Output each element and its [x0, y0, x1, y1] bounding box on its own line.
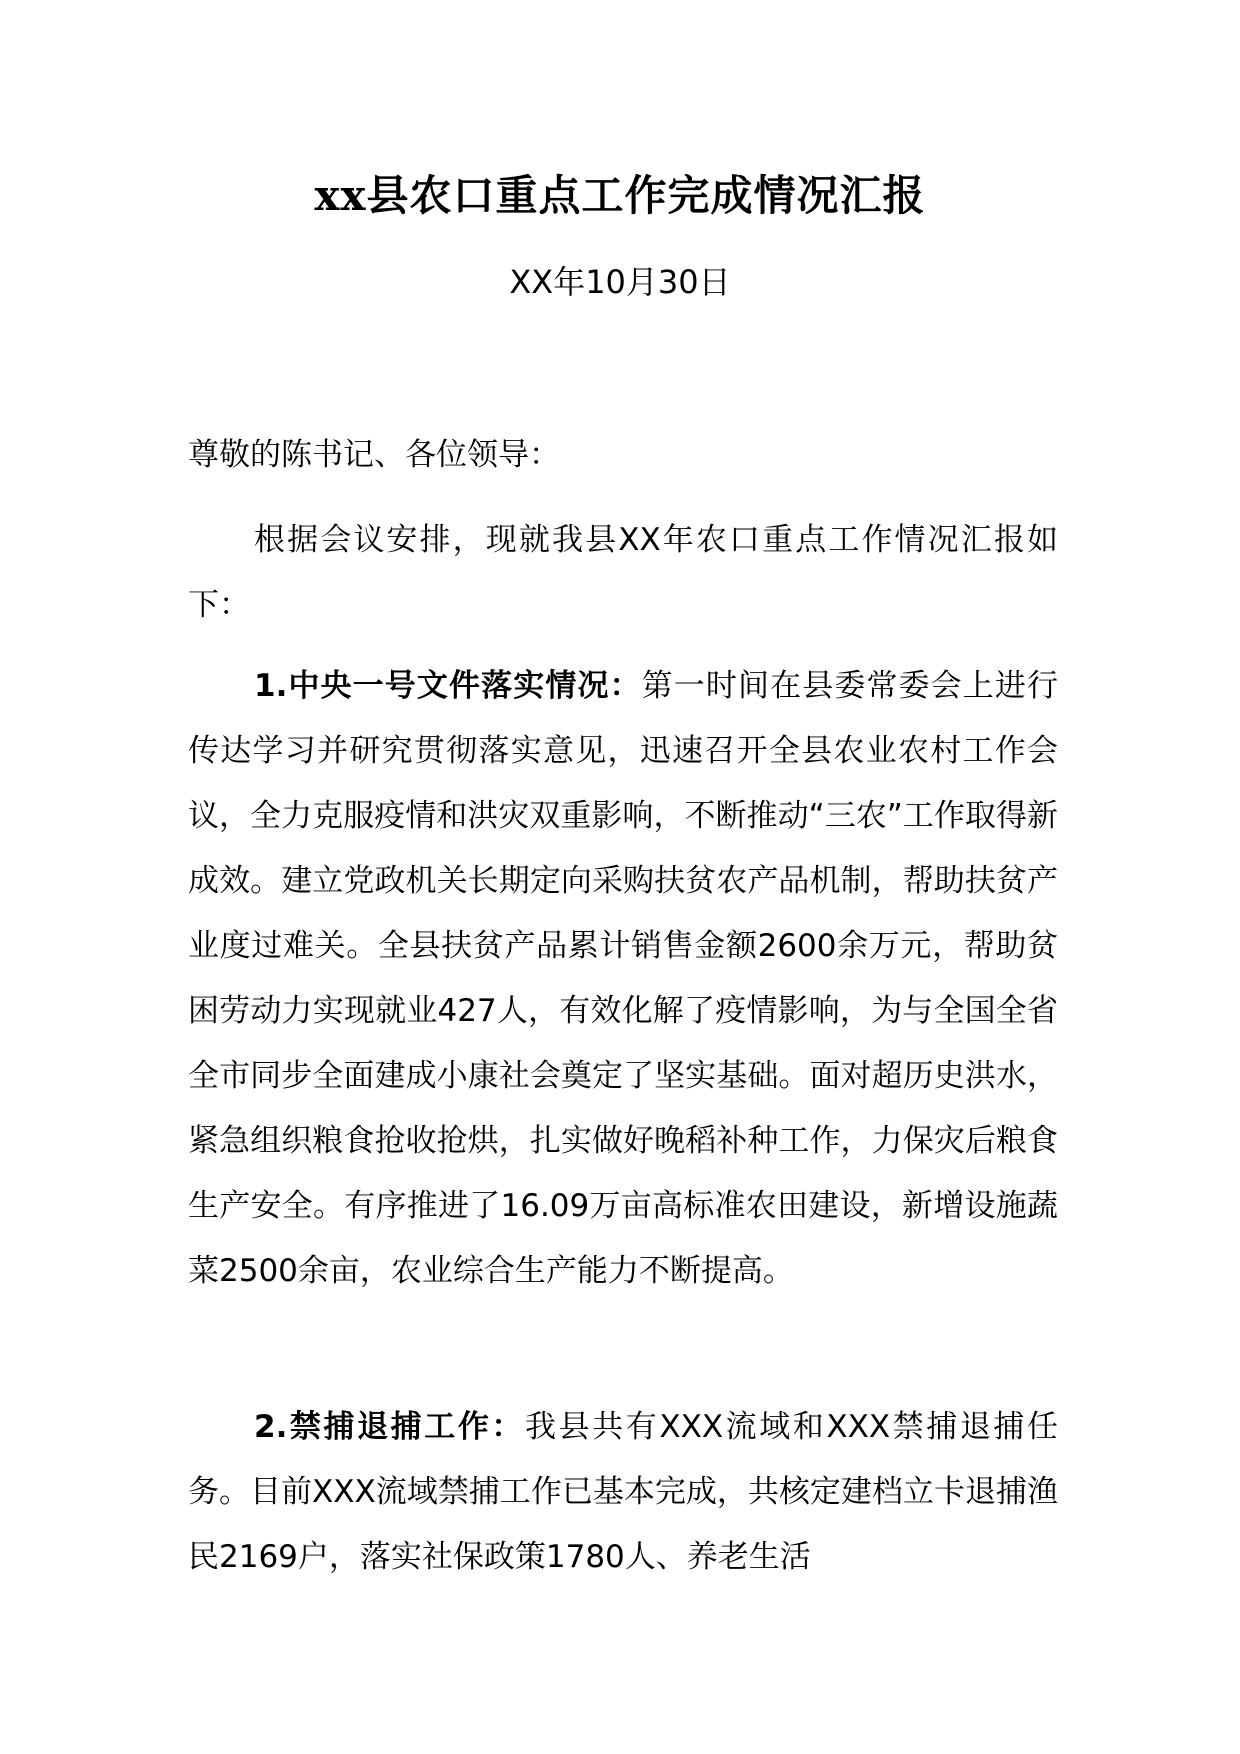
- section-text-2: 我县共有XXX流域和XXX禁捕退捕任务。目前XXX流域禁捕工作已基本完成，共核定建档立卡退捕渔民2169户，落实社保政策1780人、养老生活: [188, 1409, 1058, 1575]
- section-heading-2: 2.禁捕退捕工作：: [254, 1409, 526, 1445]
- section-paragraph-1: [188, 654, 1058, 1304]
- salutation: 尊敬的陈书记、各位领导：: [188, 437, 560, 473]
- document-date: XX年10月30日: [509, 263, 731, 301]
- document-title: xx县农口重点工作完成情况汇报: [314, 171, 926, 220]
- section-text-1: 第一时间在县委常委会上进行传达学习并研究贯彻落实意见，迅速召开全县农业农村工作会议，全力克服疫情和洪灾双重影响，不断推动“三农”工作取得新成效。建立党政机关长期定向采购扶贫农产品机制，帮助扶贫产业度过难关。全县扶贫产品累计销售金额2600余万元，帮助贫困劳动力实现就业427人，有效化解了疫情影响，为与全国全省全市同步全面建成小康社会奠定了坚实基础。面对超历史洪水，紧急组织粮食抢收抢烘，扎实做好晚稻补种工作，力保灾后粮食生产安全。有序推进了16.09万亩高标准农田建设，新增设施蔬菜2500余亩，农业综合生产能力不断提高。: [188, 668, 1058, 1289]
- section-heading-1: 1.中央一号文件落实情况：: [254, 668, 642, 704]
- section-paragraph-2: [188, 1395, 1058, 1590]
- intro-paragraph: 根据会议安排，现就我县XX年农口重点工作情况汇报如下：: [188, 522, 1058, 623]
